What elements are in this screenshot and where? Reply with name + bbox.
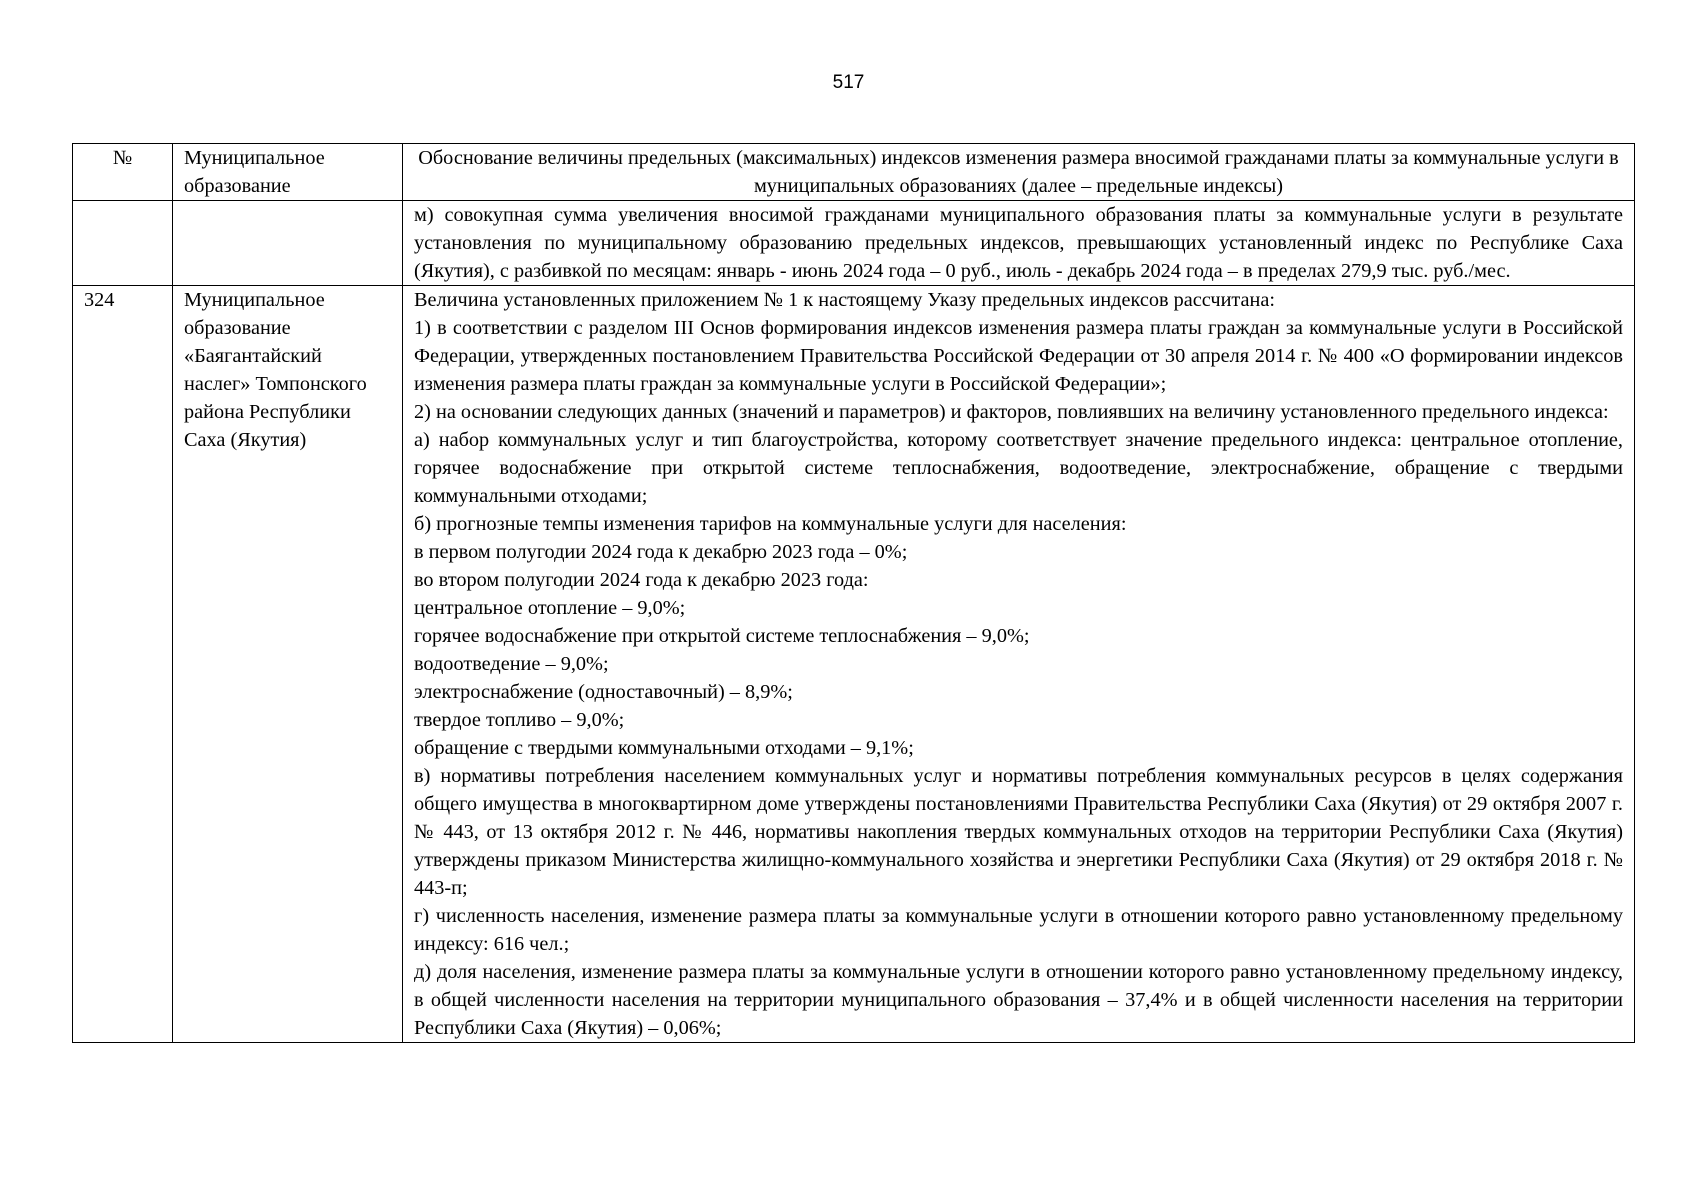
paragraph: горячее водоснабжение при открытой системе теплоснабжения – 9,0%; bbox=[414, 625, 1030, 647]
table-header-row bbox=[73, 144, 1635, 201]
header-municipality: Муниципальное образование bbox=[173, 144, 403, 201]
paragraph: б) прогнозные темпы изменения тарифов на коммунальные услуги для населения: bbox=[414, 513, 1127, 535]
paragraph: электроснабжение (одноставочный) – 8,9%; bbox=[414, 681, 793, 703]
row-municipality bbox=[173, 201, 403, 286]
row-number bbox=[73, 201, 173, 286]
header-justification: Обоснование величины предельных (максимальных) индексов изменения размера вносимой гражданами платы за коммунальные услуги в муниципальных образованиях (далее – предельные индексы) bbox=[403, 144, 1635, 201]
row-municipality: Муниципальное образование «Баягантайский наслег» Томпонского района Республики Саха (Якутия) bbox=[173, 286, 403, 1043]
paragraph: а) набор коммунальных услуг и тип благоустройства, которому соответствует значение предельного индекса: центральное отопление, горячее водоснабжение при открытой системе теплоснабжения, водоотведение, электроснабжение, обращение с твердыми коммунальными отходами; bbox=[414, 429, 1623, 507]
paragraph: центральное отопление – 9,0%; bbox=[414, 597, 686, 619]
table-row bbox=[73, 201, 1635, 286]
paragraph: 1) в соответствии с разделом III Основ формирования индексов изменения размера платы граждан за коммунальные услуги в Российской Федерации, утвержденных постановлением Правительства Российской Федерации от 30 апреля 2014 г. № 400 «О формировании индексов изменения размера платы граждан за коммунальные услуги в Российской Федерации»; bbox=[414, 317, 1623, 395]
justification-table bbox=[72, 143, 1635, 1043]
paragraph: д) доля населения, изменение размера платы за коммунальные услуги в отношении которого равно установленному предельному индексу, в общей численности населения на территории муниципального образования – 37,4% и в общей численности населения на территории Республики Саха (Якутия) – 0,06%; bbox=[414, 961, 1623, 1039]
paragraph: м) совокупная сумма увеличения вносимой гражданами муниципального образования платы за коммунальные услуги в результате установления по муниципальному образованию предельных индексов, превышающих установленный индекс по Республике Саха (Якутия), с разбивкой по месяцам: январь - июнь 2024 года – 0 руб., июль - декабрь 2024 года – в пределах 279,9 тыс. руб./мес. bbox=[414, 204, 1623, 282]
paragraph: в) нормативы потребления населением коммунальных услуг и нормативы потребления коммунальных ресурсов в целях содержания общего имущества в многоквартирном доме утверждены постановлениями Правительства Республики Саха (Якутия) от 29 октября 2007 г. № 443, от 13 октября 2012 г. № 446, нормативы накопления твердых коммунальных отходов на территории Республики Саха (Якутия) утверждены приказом Министерства жилищно-коммунального хозяйства и энергетики Республики Саха (Якутия) от 29 октября 2018 г. № 443-п; bbox=[414, 765, 1623, 899]
paragraph: во втором полугодии 2024 года к декабрю 2023 года: bbox=[414, 569, 869, 591]
paragraph: твердое топливо – 9,0%; bbox=[414, 709, 625, 731]
paragraph: 2) на основании следующих данных (значений и параметров) и факторов, повлиявших на величину установленного предельного индекса: bbox=[414, 401, 1609, 423]
paragraph: Величина установленных приложением № 1 к настоящему Указу предельных индексов рассчитана: bbox=[414, 289, 1276, 311]
row-number: 324 bbox=[73, 286, 173, 1043]
page-number: 517 bbox=[832, 72, 865, 93]
header-number: № bbox=[73, 144, 173, 201]
row-justification bbox=[403, 201, 1635, 286]
row-justification bbox=[403, 286, 1635, 1043]
paragraph: водоотведение – 9,0%; bbox=[414, 653, 609, 675]
paragraph: г) численность населения, изменение размера платы за коммунальные услуги в отношении которого равно установленному предельному индексу: 616 чел.; bbox=[414, 905, 1623, 955]
paragraph: в первом полугодии 2024 года к декабрю 2023 года – 0%; bbox=[414, 541, 908, 563]
paragraph: обращение с твердыми коммунальными отходами – 9,1%; bbox=[414, 737, 914, 759]
table-row bbox=[73, 286, 1635, 1043]
